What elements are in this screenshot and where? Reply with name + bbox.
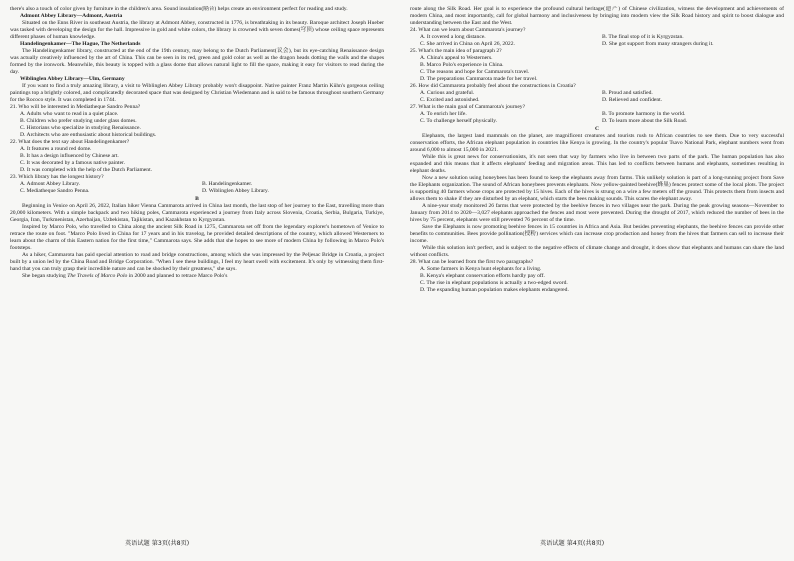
passage-b-paragraph-2: Inspired by Marco Polo, who travelled to China along the ancient Silk Road in 1275, Cammarota set off from the legendary explorer's hometown of Venice to retrace the route on foot. "Marco Polo lived in China for 17 years and in his travelog, he provided detailed descriptions of the country, which allowed Westerners to learn about the charm of this Eastern nation for the first time," Cammarota says. She adds that she hopes to see more of modern China by following in Marco Polo's footsteps. [10,224,384,251]
section-b-heading: B [195,196,199,202]
question-26: 26. How did Cammarota probably feel about the constructions in Croatia? [410,83,576,89]
q24-options-row [420,41,784,48]
question-22: 22. What does the text say about Handelingenkamer? [10,139,130,145]
q25-option: D. The preparations Cammarota made for her travel. [420,76,538,82]
q26-option: D. Relieved and confident. [602,97,663,103]
passage-c-paragraph-5: Save the Elephants is now promoting beehive fences in 15 countries in Africa and Asia. But besides preventing elephants, the beehive fences can provide other benefits to communities. Bees provide pollination(授粉) services which can increase crop production and honey from the hives that farmers can sell to increase their income. [410,224,784,244]
q23-option: A. Admont Abbey Library. [20,181,81,187]
book-title: The Travels of Marco Polo [67,273,128,279]
q26-options-row [420,97,784,104]
q27-option: C. To challenge herself physically. [420,118,498,124]
question-28: 28. What can be learned from the first two paragraphs? [410,259,534,265]
passage-c-paragraph-1: Elephants, the largest land mammals on the planet, are magnificent creatures and tourists rush to African countries to see them. Due to very successful conservation efforts, the African elephant population in countries like Kenya is growing. In the country's popular Tsavo National Park, elephant numbers went from around 6,000 to almost 15,000 in 2021. [410,133,784,153]
q23-options-row [20,188,384,195]
page-footer [10,538,794,552]
passage-b-paragraph-4 [10,273,384,280]
q27-option: B. To promote harmony in the world. [602,111,686,117]
q27-option: D. To learn more about the Silk Road. [602,118,688,124]
admont-paragraph: Situated on the Enns River in southeast Austria, the library at Admont Abbey, constructed in 1776, is breathtaking in its beauty. Baroque architect Joseph Hueber was tasked with developing the design for the hall. Impressive in gold and white colors, the library is crowned with seven domes(穹顶) whose ceiling space represents different phases of human knowledge. [10,20,384,40]
q24-option: C. She arrived in China on April 26, 2022. [420,41,515,47]
page-4-column [402,6,784,541]
q24-option: D. She got support from many strangers during it. [602,41,714,47]
passage-c-paragraph-4: A nine-year study monitored 26 farms that were protected by the beehive fences in two villages near the park. During the peak growing seasons—November to January from 2014 to 2020—3,027 elephants approached the fences and most were prevented. During the drought of 2017, which reduced the number of bees in the hives by 75 percent, elephants were still prevented 76 percent of the time. [410,203,784,223]
q27-option: A. To enrich her life. [420,111,467,117]
q28-option: D. The expanding human population makes elephants endangered. [420,287,569,293]
passage-b-continuation: route along the Silk Road. Her goal is to experience the profound cultural heritage(遗产) of Chinese civilization, witness the development and achievements of modern China, and most importantly, call for global harmony and inclusiveness by bringing into modern view the Silk Road history and spirit to boost dialogue and understanding between the East and the West. [410,6,784,26]
question-21: 21. Who will be interested in Mediatheque Sandro Penna? [10,104,141,110]
q28-option: B. Kenya's elephant conservation efforts hardly pay off. [420,273,545,279]
intro-paragraph: there's also a touch of color given by furniture in the children's area. Sound insulation(隔音) helps create an environment perfect for reading and study. [10,6,348,12]
q28-option: A. Some farmers in Kenya hunt elephants for a living. [420,266,542,272]
question-24: 24. What can we learn about Cammarota's journey? [410,27,526,33]
footer-page-3: 英语试题 第3页(共8页) [125,540,190,547]
column-gutter [392,6,402,561]
q24-option: B. The final stop of it is Kyrgyzstan. [602,34,684,40]
q23-option: B. Handelingenkamer. [202,181,253,187]
hague-paragraph: The Handelingenkamer library, constructed at the end of the 19th century, may belong to the Dutch Parliament(议会), but its eye-catching Renaissance design was actually creatively influenced by the art of China. This can be seen in its red, green and gold color as well as the dragon heads dotting the walls and the shapes formed by the ironwork. Meanwhile, this beauty is topped with a glass dome that allows natural light to fill the space, making it easy for visitors to read during the day. [10,48,384,75]
q21-option: A. Adults who want to read in a quiet place. [20,111,119,117]
question-27: 27. What is the main goal of Cammarota's journey? [410,104,526,110]
q26-option: A. Curious and grateful. [420,90,475,96]
q21-option: C. Historians who specialize in studying Renaissance. [20,125,141,131]
page-3-column [10,6,392,541]
q25-option: A. China's appeal to Westerners. [420,55,493,61]
q23-option: C. Mediatheque Sandro Penna. [20,188,90,194]
q22-option: C. It was decorated by a famous native painter. [20,160,126,166]
q25-option: C. The reasons and hope for Cammarota's travel. [420,69,530,75]
q24-options-row [420,34,784,41]
passage-c-paragraph-2: While this is great news for conservationists, it's not seen that way by farmers who live in between two parts of the park. The human population has also expanded and this means that it affects elephants' feeding and migration areas. This has led to conflicts between humans and elephants, sometimes resulting in elephant deaths. [410,154,784,174]
b-p4-start: She began studying [22,273,68,279]
question-25: 25. What's the main idea of paragraph 2? [410,48,502,54]
admont-heading: Admont Abbey Library—Admont, Austria [20,13,123,19]
ulm-paragraph: If you want to find a truly amazing library, a visit to Wiblinglen Abbey Library probably won't disappoint. Native painter Franz Martin Kühn's gorgeous ceiling paintings top a brightly colored, and complicatedly decorated space that was designed by Christian Wiedemann and is said to be famous throughout southern Germany for the Rococo style. It was completed in 1744. [10,83,384,103]
q21-option: D. Architects who are enthusiastic about historical buildings. [20,132,157,138]
q24-option: A. It covered a long distance. [420,34,486,40]
q26-option: B. Proud and satisfied. [602,90,653,96]
q27-options-row [420,118,784,125]
q22-option: B. It has a design influenced by Chinese art. [20,153,119,159]
footer-page-4: 英语试题 第4页(共8页) [540,540,605,547]
q21-option: B. Children who prefer studying under glass domes. [20,118,137,124]
passage-c-paragraph-3: Now a new solution using honeybees has been found to keep the elephants away from farms. This unlikely solution is part of a long-running project from Save the Elephants organization. The sound of African honeybees prevents elephants. Now yellow-painted beehive(蜂巢) fences protect some of the local plots. The project is supporting 40 farmers whose crops are protected by 15 hives. Each of the hives is strung on a wire a few meters off the ground. This protects them from insects and allows them to shake if they are disturbed by an elephant, which starts the bees making sounds. This scares the elephant away. [410,175,784,202]
passage-c-paragraph-6: While this solution isn't perfect, and is subject to the negative effects of climate change and drought, it does show that elephants and humans can share the land without conflicts. [410,245,784,258]
q22-option: D. It was completed with the help of the Dutch Parliament. [20,167,153,173]
q23-options-row [20,181,384,188]
hague-heading: Handelingenkamer—The Hague, The Netherlands [20,41,141,47]
q26-options-row [420,90,784,97]
q22-option: A. It features a round red dome. [20,146,92,152]
q27-options-row [420,111,784,118]
section-c-heading: C [594,126,600,132]
question-23: 23. Which library has the longest history? [10,174,104,180]
q25-option: B. Marco Polo's experience in China. [420,62,504,68]
q23-option: D. Wiblinglen Abbey Library. [202,188,269,194]
q26-option: C. Excited and astonished. [420,97,480,103]
b-p4-end: in 2000 and planned to retrace Marco Polo's [127,273,228,279]
passage-b-paragraph-1: Beginning in Venice on April 26, 2022, Italian hiker Vienna Cammarota arrived in China last month, the last stop of her journey to the East, travelling more than 20,000 kilometers. With a simple backpack and two hiking poles, Cammarota experienced a journey from Italy across Slovenia, Croatia, Serbia, Bulgaria, Turkiye, Georgia, Iran, Turkmenistan, Azerbaijan, Uzbekistan, Tajikistan, and Kazakhstan to Kyrgyzstan. [10,203,384,223]
ulm-heading: Wiblinglen Abbey Library—Ulm, Germany [20,76,125,82]
passage-b-paragraph-3: As a hiker, Cammarota has paid special attention to road and bridge constructions, among which she was impressed by the Peljesac Bridge in Croatia, a project built by a union led by the China Road and Bridge Corporation. "When I see these buildings, I feel my heart swell with excitement. It's only by witnessing them first-hand that you can truly grasp their incredible nature and can be shocked by their greatness," she says. [10,252,384,272]
q28-option: C. The rise in elephant populations is actually a two-edged sword. [420,280,568,286]
